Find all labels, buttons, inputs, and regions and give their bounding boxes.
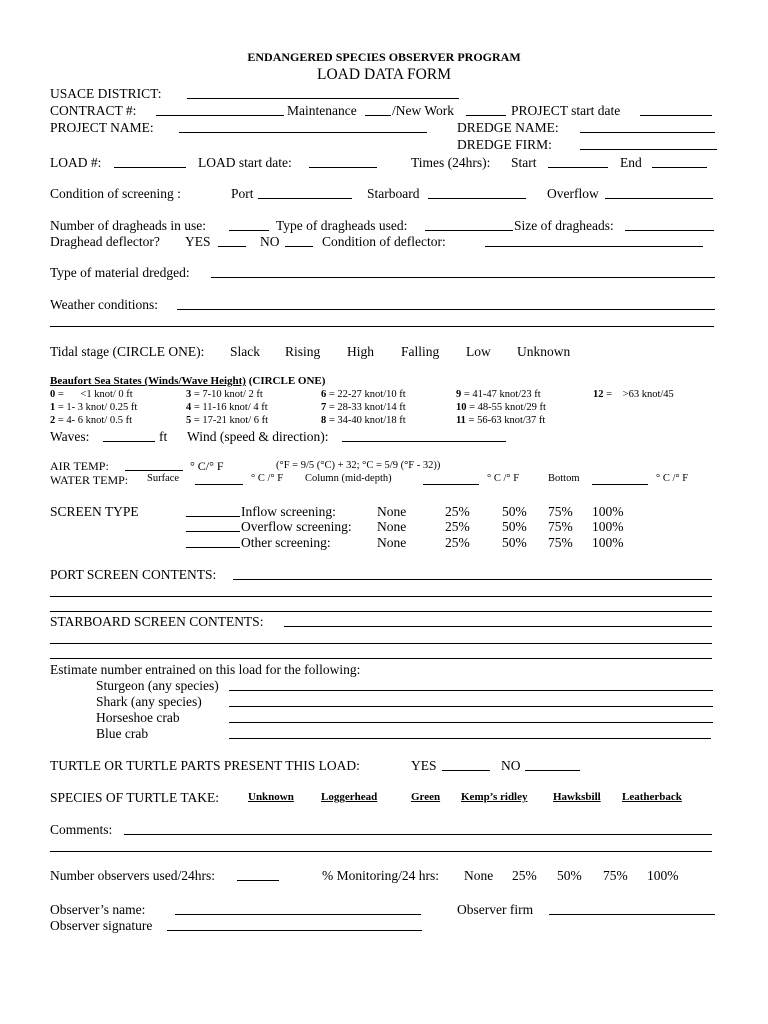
weather-label: Weather conditions:: [50, 297, 159, 312]
tidal-option-low[interactable]: Low: [466, 344, 491, 359]
other-pct-25[interactable]: 25%: [445, 535, 470, 550]
monitoring-pct-100[interactable]: 100%: [647, 868, 679, 883]
air-temp-unit: ° C/° F: [190, 459, 224, 473]
beaufort-2[interactable]: 2 = 4- 6 knot/ 0.5 ft: [50, 415, 133, 426]
port-screen-contents-label: PORT SCREEN CONTENTS:: [50, 567, 217, 582]
shark-label: Shark (any species): [96, 694, 202, 709]
starboard-condition-field[interactable]: [428, 186, 526, 199]
project-start-field[interactable]: [640, 103, 712, 116]
beaufort-9[interactable]: 9 = 41-47 knot/23 ft: [456, 389, 541, 400]
dredge-firm-field[interactable]: [580, 137, 717, 150]
surface-temp-unit: ° C /° F: [251, 473, 284, 484]
air-temp-field[interactable]: [125, 458, 183, 471]
start-time-label: Start: [511, 155, 537, 170]
type-dragheads-field[interactable]: [425, 218, 513, 231]
bottom-label: Bottom: [548, 473, 580, 484]
overflow-screening-field[interactable]: [186, 519, 240, 532]
wind-field[interactable]: [342, 429, 506, 442]
monitoring-pct-75[interactable]: 75%: [603, 868, 628, 883]
port-condition-field[interactable]: [258, 186, 352, 199]
inflow-screening-label: Inflow screening:: [241, 504, 336, 519]
species-unknown[interactable]: Unknown: [248, 791, 294, 803]
project-start-label: PROJECT start date: [511, 103, 621, 118]
tidal-option-high[interactable]: High: [347, 344, 374, 359]
wind-label: Wind (speed & direction):: [187, 429, 329, 444]
sturgeon-label: Sturgeon (any species): [96, 678, 219, 693]
other-pct-50[interactable]: 50%: [502, 535, 527, 550]
load-start-label: LOAD start date:: [198, 155, 292, 170]
program-title: ENDANGERED SPECIES OBSERVER PROGRAM: [247, 50, 521, 64]
beaufort-3[interactable]: 3 = 7-10 knot/ 2 ft: [186, 389, 263, 400]
form-title: LOAD DATA FORM: [317, 66, 451, 83]
monitoring-label: % Monitoring/24 hrs:: [322, 868, 439, 883]
start-time-field[interactable]: [548, 155, 608, 168]
starboard-screen-contents-field[interactable]: [284, 614, 712, 627]
end-time-field[interactable]: [652, 155, 707, 168]
beaufort-5[interactable]: 5 = 17-21 knot/ 6 ft: [186, 415, 269, 426]
overflow-condition-field[interactable]: [605, 186, 713, 199]
horseshoe-crab-field[interactable]: [229, 710, 713, 723]
observer-signature-field[interactable]: [167, 918, 422, 931]
beaufort-7[interactable]: 7 = 28-33 knot/14 ft: [321, 402, 406, 413]
other-pct-100[interactable]: 100%: [592, 535, 624, 550]
overflow-pct-none[interactable]: None: [377, 519, 407, 534]
other-pct-75[interactable]: 75%: [548, 535, 573, 550]
observer-firm-label: Observer firm: [457, 902, 534, 917]
load-number-label: LOAD #:: [50, 155, 102, 170]
load-number-field[interactable]: [114, 155, 186, 168]
monitoring-pct-50[interactable]: 50%: [557, 868, 582, 883]
shark-field[interactable]: [229, 694, 713, 707]
surface-label: Surface: [147, 473, 180, 484]
bottom-temp-field[interactable]: [592, 472, 648, 485]
beaufort-11[interactable]: 11 = 56-63 knot/37 ft: [456, 415, 546, 426]
num-dragheads-label: Number of dragheads in use:: [50, 218, 206, 233]
other-screening-field[interactable]: [186, 535, 240, 548]
beaufort-circle-one: (CIRCLE ONE): [248, 375, 326, 387]
waves-ft-label: ft: [159, 429, 168, 444]
deflector-no-field[interactable]: [285, 234, 313, 247]
beaufort-6[interactable]: 6 = 22-27 knot/10 ft: [321, 389, 406, 400]
air-temp-label: AIR TEMP:: [50, 459, 109, 473]
observer-firm-field[interactable]: [549, 902, 715, 915]
blue-crab-label: Blue crab: [96, 726, 149, 741]
starboard-label: Starboard: [367, 186, 420, 201]
beaufort-10[interactable]: 10 = 48-55 knot/29 ft: [456, 402, 546, 413]
cond-deflector-field[interactable]: [485, 234, 703, 247]
horseshoe-crab-label: Horseshoe crab: [96, 710, 180, 725]
load-start-field[interactable]: [309, 155, 377, 168]
beaufort-title: Beaufort Sea States (Winds/Wave Height): [50, 375, 246, 387]
port-screen-line-2[interactable]: [50, 596, 712, 597]
project-name-field[interactable]: [179, 120, 427, 133]
tidal-option-rising[interactable]: Rising: [285, 344, 321, 359]
beaufort-1[interactable]: 1 = 1- 3 knot/ 0.25 ft: [50, 402, 138, 413]
turtle-species-label: SPECIES OF TURTLE TAKE:: [50, 790, 220, 805]
usace-district-label: USACE DISTRICT:: [50, 86, 162, 101]
tidal-option-unknown[interactable]: Unknown: [517, 344, 571, 359]
cond-deflector-label: Condition of deflector:: [322, 234, 446, 249]
deflector-yes-label: YES: [185, 234, 211, 249]
beaufort-4[interactable]: 4 = 11-16 knot/ 4 ft: [186, 402, 268, 413]
dredge-name-field[interactable]: [580, 120, 715, 133]
species-kemps-ridley[interactable]: Kemp’s ridley: [461, 791, 528, 803]
times-label: Times (24hrs):: [411, 155, 491, 170]
material-field[interactable]: [211, 265, 715, 278]
maintenance-field[interactable]: [365, 103, 391, 116]
turtle-no-field[interactable]: [525, 758, 580, 771]
weather-line-2[interactable]: [50, 326, 714, 327]
species-leatherback[interactable]: Leatherback: [622, 791, 682, 803]
new-work-field[interactable]: [466, 103, 506, 116]
sturgeon-field[interactable]: [229, 678, 713, 691]
species-hawksbill[interactable]: Hawksbill: [553, 791, 601, 803]
dredge-name-label: DREDGE NAME:: [457, 120, 559, 135]
starboard-screen-line-3[interactable]: [50, 658, 712, 659]
new-work-label: /New Work: [392, 103, 455, 118]
beaufort-12[interactable]: 12 = >63 knot/45: [593, 389, 674, 400]
weather-field[interactable]: [177, 297, 715, 310]
overflow-pct-25[interactable]: 25%: [445, 519, 470, 534]
deflector-yes-field[interactable]: [218, 234, 246, 247]
turtle-yes-field[interactable]: [442, 758, 490, 771]
number-observers-field[interactable]: [237, 868, 279, 881]
contract-label: CONTRACT #:: [50, 103, 137, 118]
port-screen-contents-field[interactable]: [233, 567, 712, 580]
species-green[interactable]: Green: [411, 791, 441, 803]
comments-field[interactable]: [124, 822, 712, 835]
column-temp-unit: ° C /° F: [487, 473, 520, 484]
overflow-screening-label: Overflow screening:: [241, 519, 352, 534]
beaufort-0[interactable]: 0 = <1 knot/ 0 ft: [50, 389, 133, 400]
size-dragheads-label: Size of dragheads:: [514, 218, 614, 233]
observer-name-field[interactable]: [175, 902, 421, 915]
inflow-pct-none[interactable]: None: [377, 504, 407, 519]
water-temp-label: WATER TEMP:: [50, 473, 129, 487]
number-observers-label: Number observers used/24hrs:: [50, 868, 215, 883]
monitoring-pct-none[interactable]: None: [464, 868, 494, 883]
end-time-label: End: [620, 155, 642, 170]
overflow-label: Overflow: [547, 186, 599, 201]
surface-temp-field[interactable]: [195, 472, 243, 485]
screen-type-label: SCREEN TYPE: [50, 504, 139, 519]
usace-district-field[interactable]: [187, 86, 459, 99]
comments-label: Comments:: [50, 822, 113, 837]
deflector-label: Draghead deflector?: [50, 234, 160, 249]
size-dragheads-field[interactable]: [625, 218, 714, 231]
beaufort-8[interactable]: 8 = 34-40 knot/18 ft: [321, 415, 406, 426]
tidal-option-slack[interactable]: Slack: [230, 344, 260, 359]
species-loggerhead[interactable]: Loggerhead: [321, 791, 378, 803]
overflow-pct-75[interactable]: 75%: [548, 519, 573, 534]
overflow-pct-50[interactable]: 50%: [502, 519, 527, 534]
waves-label: Waves:: [50, 429, 90, 444]
tidal-option-falling[interactable]: Falling: [401, 344, 440, 359]
inflow-pct-100[interactable]: 100%: [592, 504, 624, 519]
other-screening-label: Other screening:: [241, 535, 331, 550]
column-label: Column (mid-depth): [305, 473, 392, 484]
inflow-pct-50[interactable]: 50%: [502, 504, 527, 519]
tidal-stage-label: Tidal stage (CIRCLE ONE):: [50, 344, 205, 359]
observer-name-label: Observer’s name:: [50, 902, 146, 917]
turtle-yes-label: YES: [411, 758, 437, 773]
starboard-screen-line-2[interactable]: [50, 643, 712, 644]
maintenance-label: Maintenance: [287, 103, 357, 118]
port-screen-line-3[interactable]: [50, 611, 712, 612]
deflector-no-label: NO: [260, 234, 280, 249]
project-name-label: PROJECT NAME:: [50, 120, 154, 135]
observer-signature-label: Observer signature: [50, 918, 153, 933]
port-label: Port: [231, 186, 254, 201]
type-dragheads-label: Type of dragheads used:: [276, 218, 408, 233]
blue-crab-field[interactable]: [229, 726, 711, 739]
comments-line-2[interactable]: [50, 851, 712, 852]
estimate-label: Estimate number entrained on this load for the following:: [50, 662, 361, 677]
monitoring-pct-25[interactable]: 25%: [512, 868, 537, 883]
contract-field[interactable]: [156, 103, 284, 116]
inflow-pct-25[interactable]: 25%: [445, 504, 470, 519]
num-dragheads-field[interactable]: [229, 218, 269, 231]
inflow-screening-field[interactable]: [186, 504, 240, 517]
column-temp-field[interactable]: [423, 472, 479, 485]
starboard-screen-contents-label: STARBOARD SCREEN CONTENTS:: [50, 614, 264, 629]
turtle-present-label: TURTLE OR TURTLE PARTS PRESENT THIS LOAD:: [50, 758, 360, 773]
bottom-temp-unit: ° C /° F: [656, 473, 689, 484]
turtle-no-label: NO: [501, 758, 521, 773]
overflow-pct-100[interactable]: 100%: [592, 519, 624, 534]
waves-field[interactable]: [103, 429, 155, 442]
temp-conversion-formula: (°F = 9/5 (°C) + 32; °C = 5/9 (°F - 32)): [276, 460, 441, 471]
other-pct-none[interactable]: None: [377, 535, 407, 550]
condition-screening-label: Condition of screening :: [50, 186, 181, 201]
dredge-firm-label: DREDGE FIRM:: [457, 137, 552, 152]
material-label: Type of material dredged:: [50, 265, 190, 280]
inflow-pct-75[interactable]: 75%: [548, 504, 573, 519]
